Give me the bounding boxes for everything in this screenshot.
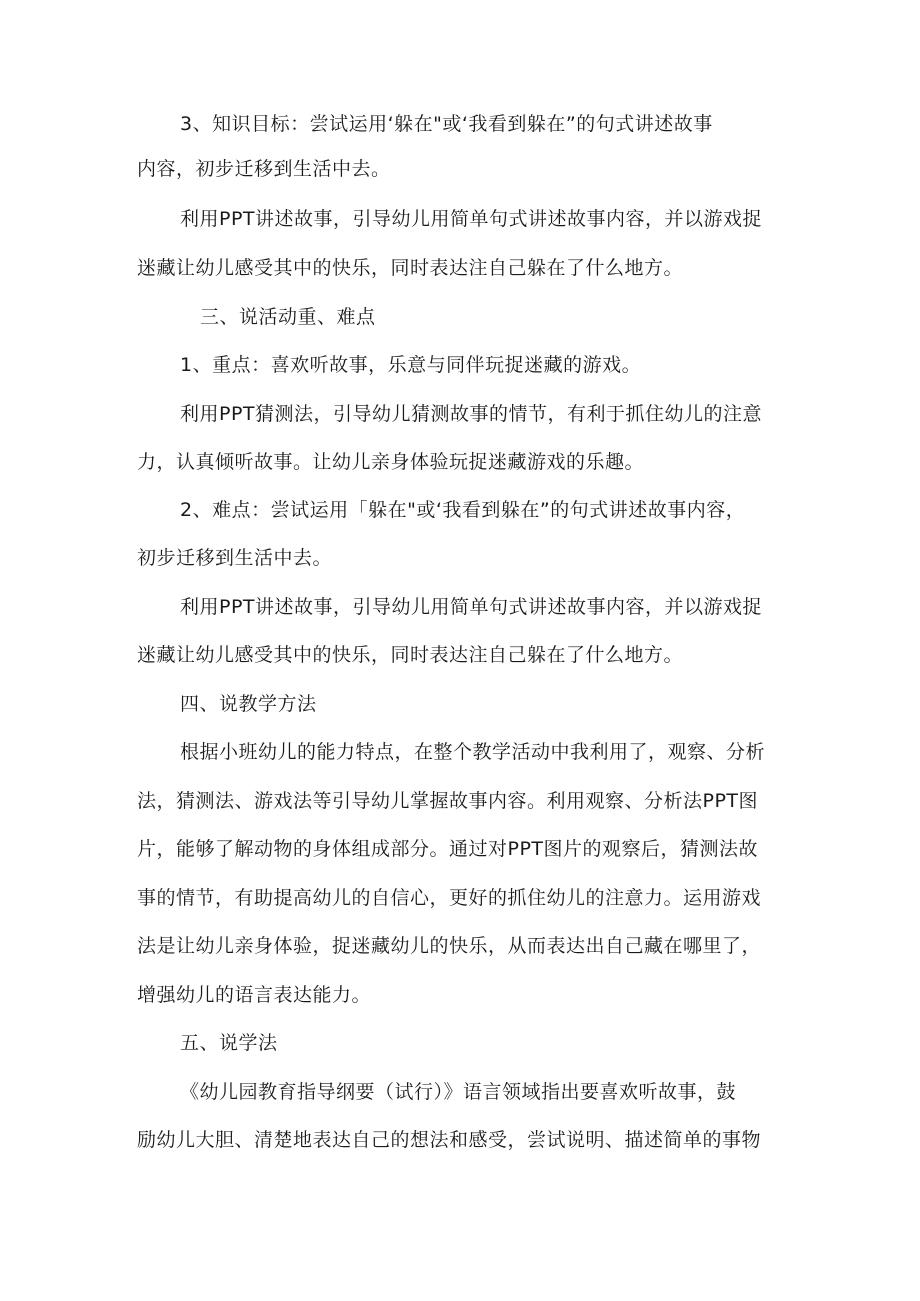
- section-heading: 三、说活动重、难点: [200, 306, 376, 328]
- text-line: 法，猜测法、游戏法等引导幼儿掌握故事内容。利用观察、分析法PPT图: [137, 790, 759, 812]
- text-line: 利用PPT讲述故事，引导幼儿用简单句式讲述故事内容，并以游戏捉: [180, 208, 763, 230]
- text-line: 事的情节，有助提高幼儿的自信心，更好的抓住幼儿的注意力。运用游戏: [137, 887, 762, 909]
- text-line: 力，认真倾听故事。让幼儿亲身体验玩捉迷藏游戏的乐趣。: [137, 451, 645, 473]
- text-line: 法是让幼儿亲身体验，捉迷藏幼儿的快乐，从而表达出自己藏在哪里了，: [137, 935, 762, 957]
- text-line: 迷藏让幼儿感受其中的快乐，同时表达注自己躲在了什么地方。: [137, 257, 684, 279]
- text-line: 励幼儿大胆、清楚地表达自己的想法和感受，尝试说明、描述简单的事物: [137, 1129, 762, 1151]
- text-line: 2、难点：尝试运用「躲在"或‘我看到躲在”的句式讲述故事内容，: [180, 499, 746, 521]
- text-line: 片，能够了解动物的身体组成部分。通过对PPT图片的观察后，猜测法故: [137, 838, 759, 860]
- text-line: 3、知识目标：尝试运用‘躲在"或‘我看到躲在”的句式讲述故事: [180, 113, 713, 135]
- section-heading: 五、说学法: [180, 1032, 278, 1054]
- text-line: 内容，初步迁移到生活中去。: [137, 158, 391, 180]
- text-line: 利用PPT猜测法，引导幼儿猜测故事的情节，有利于抓住幼儿的注意: [180, 403, 763, 425]
- text-line: 《幼儿园教育指导纲要（试行）》语言领域指出要喜欢听故事，鼓: [180, 1081, 737, 1103]
- text-line: 1、重点：喜欢听故事，乐意与同伴玩捉迷藏的游戏。: [180, 354, 642, 376]
- text-line: 迷藏让幼儿感受其中的快乐，同时表达注自己躲在了什么地方。: [137, 644, 684, 666]
- text-line: 增强幼儿的语言表达能力。: [137, 984, 372, 1006]
- text-line: 利用PPT讲述故事，引导幼儿用简单句式讲述故事内容，并以游戏捉: [180, 596, 763, 618]
- text-line: 初步迁移到生活中去。: [137, 547, 333, 569]
- text-line: 根据小班幼儿的能力特点，在整个教学活动中我利用了，观察、分析: [180, 741, 766, 763]
- section-heading: 四、说教学方法: [180, 693, 317, 715]
